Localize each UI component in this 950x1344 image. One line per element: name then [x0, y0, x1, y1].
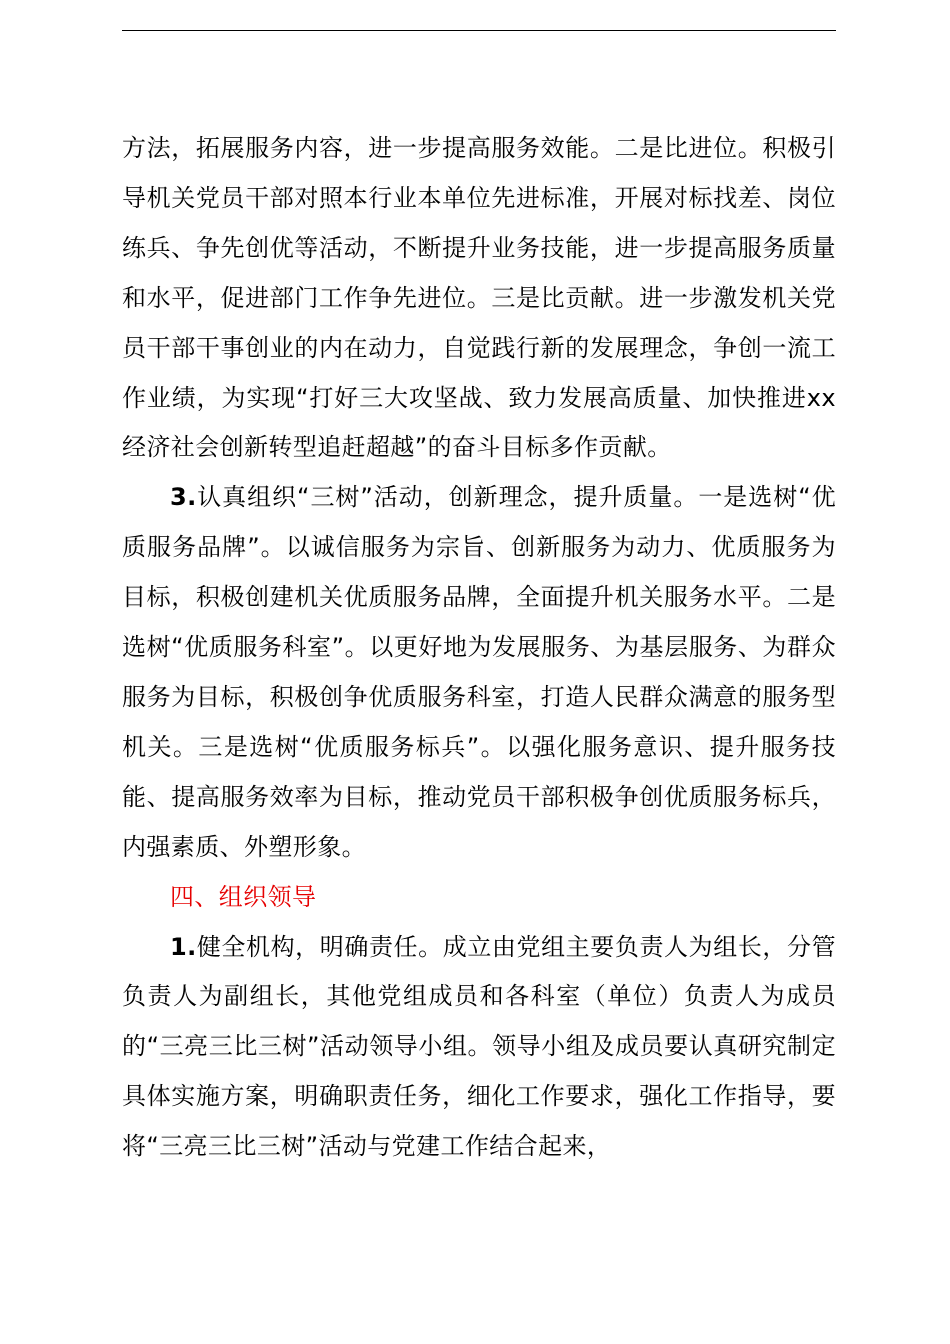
paragraph-text: 认真组织“三树”活动，创新理念，提升质量。一是选树“优质服务品牌”。以诚信服务为宗旨、创新服务为动力、优质服务为目标，积极创建机关优质服务品牌，全面提升机关服务水平。二是选树“优质服务科室”。以更好地为发展服务、为基层服务、为群众服务为目标，积极创争优质服务科室，打造人民群众满意的服务型机关。三是选树“优质服务标兵”。以强化服务意识、提升服务技能、提高服务效率为目标，推动党员干部积极争创优质服务标兵，内强素质、外塑形象。 — [122, 483, 836, 861]
paragraph-service-methods — [122, 124, 836, 473]
paragraph-text: 方法，拓展服务内容，进一步提高服务效能。二是比进位。积极引导机关党员干部对照本行业本单位先进标准，开展对标找差、岗位练兵、争先创优等活动，不断提升业务技能，进一步提高服务质量和水平，促进部门工作争先进位。三是比贡献。进一步激发机关党员干部干事创业的内在动力，自觉践行新的发展理念，争创一流工作业绩，为实现“打好三大攻坚战、致力发展高质量、加快推进xx经济社会创新转型追赶超越”的奋斗目标多作贡献。 — [122, 134, 836, 462]
paragraph-three-trees — [122, 473, 836, 872]
heading-text: 四、组织领导 — [170, 882, 317, 911]
section-heading-organization — [122, 873, 836, 923]
document-body — [122, 124, 836, 1172]
item-number: 3. — [170, 483, 197, 512]
header-rule — [122, 30, 836, 31]
item-number: 1. — [170, 932, 197, 961]
paragraph-establish-mechanism — [122, 923, 836, 1173]
paragraph-text: 健全机构，明确责任。成立由党组主要负责人为组长，分管负责人为副组长，其他党组成员和各科室（单位）负责人为成员的“三亮三比三树”活动领导小组。领导小组及成员要认真研究制定具体实施方案，明确职责任务，细化工作要求，强化工作指导，要将“三亮三比三树”活动与党建工作结合起来， — [122, 932, 836, 1161]
